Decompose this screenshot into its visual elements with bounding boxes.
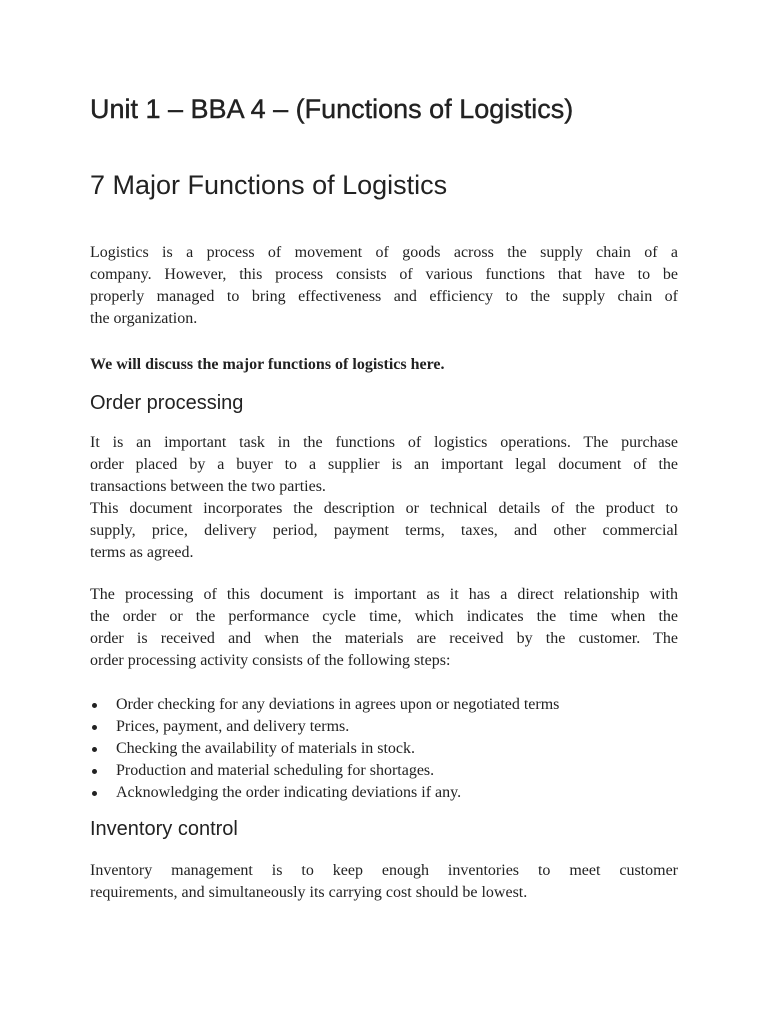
bullet-icon: [92, 791, 97, 796]
section-heading-inventory-control: Inventory control: [90, 818, 238, 840]
bullet-icon: [92, 725, 97, 730]
paragraph-line: supply, price, delivery period, payment terms, taxes, and other commercial: [90, 522, 678, 539]
paragraph-line: Inventory management is to keep enough inventories to meet customer: [90, 862, 678, 879]
document-subtitle: 7 Major Functions of Logistics: [90, 170, 448, 200]
list-item: [90, 694, 559, 716]
lead-in-text: We will discuss the major functions of logistics here.: [90, 356, 445, 373]
list-item-text: Production and material scheduling for shortages.: [116, 762, 435, 779]
paragraph-line: It is an important task in the functions of logistics operations. The purchase: [90, 434, 678, 451]
order-steps-list: [90, 694, 559, 804]
list-item-text: Prices, payment, and delivery terms.: [116, 718, 350, 735]
bullet-icon: [92, 703, 97, 708]
list-item: [90, 782, 559, 804]
intro-line: Logistics is a process of movement of goods across the supply chain of a: [90, 244, 678, 261]
intro-line: properly managed to bring effectiveness and efficiency to the supply chain of: [90, 288, 678, 305]
paragraph-line: the order or the performance cycle time, which indicates the time when the: [90, 608, 678, 625]
paragraph-line: order placed by a buyer to a supplier is an important legal document of the: [90, 456, 678, 473]
list-item: [90, 716, 559, 738]
paragraph-line: order is received and when the materials are received by the customer. The: [90, 630, 678, 647]
paragraph-line: requirements, and simultaneously its carrying cost should be lowest.: [90, 884, 528, 901]
intro-line: company. However, this process consists of various functions that have to be: [90, 266, 678, 283]
section-heading-order-processing: Order processing: [90, 392, 244, 414]
bullet-icon: [92, 747, 97, 752]
list-item-text: Checking the availability of materials in stock.: [116, 740, 416, 757]
order-processing-paragraph-1: [90, 432, 678, 564]
paragraph-line: transactions between the two parties.: [90, 478, 326, 495]
list-item-text: Order checking for any deviations in agrees upon or negotiated terms: [116, 696, 560, 713]
paragraph-line: This document incorporates the description or technical details of the product to: [90, 500, 678, 517]
list-item: [90, 760, 559, 782]
paragraph-line: order processing activity consists of the following steps:: [90, 652, 451, 669]
document-title: Unit 1 – BBA 4 – (Functions of Logistics): [90, 94, 574, 124]
paragraph-line: The processing of this document is important as it has a direct relationship with: [90, 586, 678, 603]
list-item-text: Acknowledging the order indicating deviations if any.: [116, 784, 462, 801]
bullet-icon: [92, 769, 97, 774]
paragraph-line: terms as agreed.: [90, 544, 194, 561]
inventory-control-paragraph: [90, 860, 678, 904]
intro-paragraph: [90, 242, 678, 330]
order-processing-paragraph-2: [90, 584, 678, 672]
intro-line: the organization.: [90, 310, 198, 327]
list-item: [90, 738, 559, 760]
